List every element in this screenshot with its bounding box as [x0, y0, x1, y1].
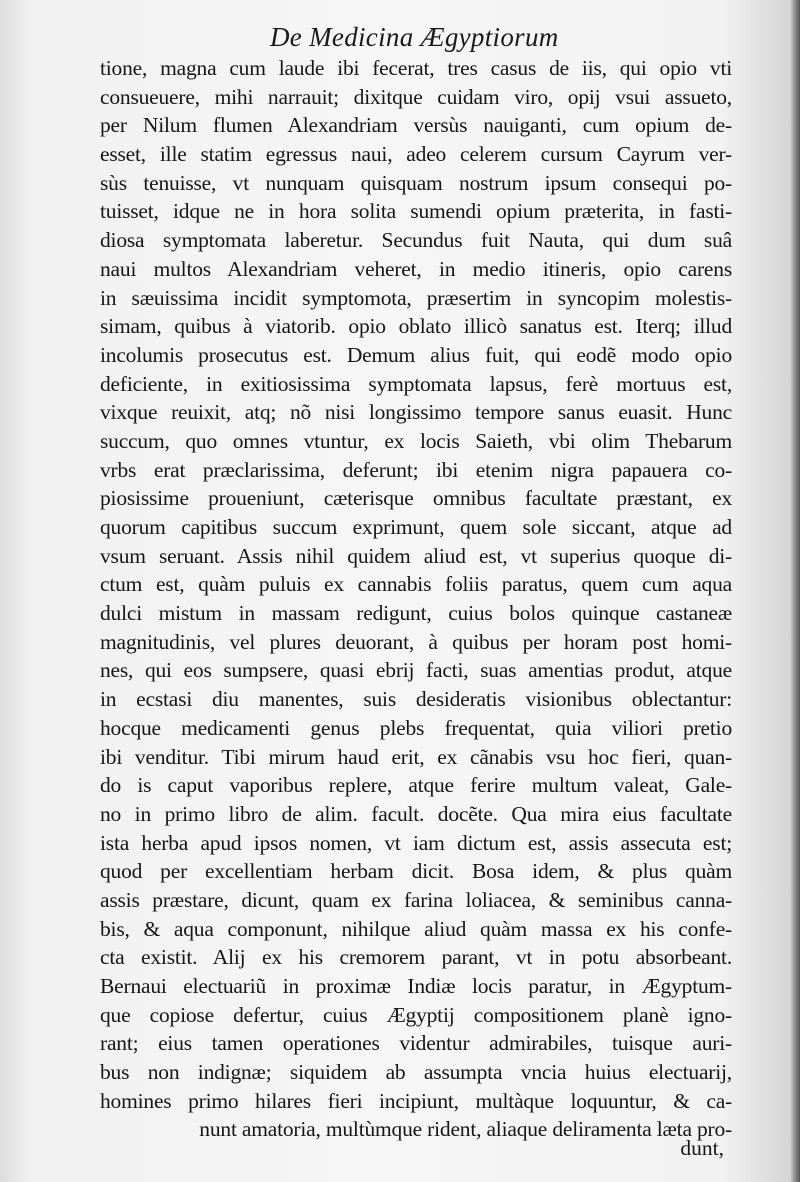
text-line: dulci mistum in massam redigunt, cuius bolos quinque castaneæ [100, 601, 732, 626]
text-line: sùs tenuisse, vt nunquam quisquam nostrum ipsum consequi po- [100, 170, 732, 195]
text-line: succum, quo omnes vtuntur, ex locis Saieth, vbi olim Thebarum [100, 428, 732, 453]
body-text [100, 54, 732, 1144]
text-line: rant; eius tamen operationes videntur admirabiles, tuisque auri- [100, 1031, 732, 1056]
running-head: De Medicina Ægyptiorum [270, 22, 559, 52]
text-line: ctum est, quàm puluis ex cannabis foliis paratus, quem cum aqua [100, 572, 732, 597]
text-line: in sæuissima incidit symptomota, præsertim in syncopim molestis- [100, 285, 732, 310]
text-line: magnitudinis, vel plures deuorant, à quibus per horam post homi- [100, 629, 732, 654]
text-line: esset, ille statim egressus naui, adeo celerem cursum Cayrum ver- [100, 142, 732, 167]
text-line: diosa symptomata laberetur. Secundus fuit Nauta, qui dum suâ [100, 228, 732, 253]
text-line: piosissime proueniunt, cæterisque omnibus facultate præstant, ex [100, 486, 732, 511]
text-line: tione, magna cum laude ibi fecerat, tres casus de iis, qui opio vti [100, 56, 732, 80]
text-line: in ecstasi diu manentes, suis desideratis visionibus oblectantur: [100, 687, 732, 712]
text-line: cta existit. Alij ex his cremorem parant, vt in potu absorbeant. [100, 945, 732, 970]
text-line: incolumis prosecutus est. Demum alius fuit, qui eodẽ modo opio [100, 342, 732, 367]
text-line: Bernaui electuariũ in proximæ Indiæ locis paratur, in Ægyptum- [100, 974, 732, 998]
text-line: tuisset, idque ne in hora solita sumendi opium præterita, in fasti- [100, 199, 732, 224]
text-line: simam, quibus à viatorib. opio oblato illicò sanatus est. Iterq; illud [100, 314, 732, 339]
text-line: ista herba apud ipsos nomen, vt iam dictum est, assis assecuta est; [100, 830, 732, 855]
catchword: dunt, [680, 1136, 724, 1160]
text-line: ibi venditur. Tibi mirum haud erit, ex cãnabis vsu hoc fieri, quan- [100, 744, 732, 769]
text-line: no in primo libro de alim. facult. docẽte. Qua mira eius facultate [100, 801, 732, 826]
page-edge-shadow [790, 0, 800, 1182]
text-line: quod per excellentiam herbam dicit. Bosa idem, & plus quàm [100, 859, 732, 884]
text-line: do is caput vaporibus replere, atque ferire multum valeat, Gale- [100, 773, 732, 798]
text-line: vsum seruant. Assis nihil quidem aliud est, vt superius quoque di- [100, 543, 732, 568]
text-line: homines primo hilares fieri incipiunt, multàque loquuntur, & ca- [100, 1088, 732, 1113]
text-line: nunt amatoria, multùmque rident, aliaque deliramenta læta pro- [199, 1117, 732, 1142]
text-line: quorum capitibus succum exprimunt, quem sole siccant, atque ad [100, 515, 732, 539]
text-line: consueuere, mihi narrauit; dixitque cuidam viro, opij vsui assueto, [100, 84, 732, 109]
text-line: per Nilum flumen Alexandriam versùs nauiganti, cum opium de- [100, 113, 732, 138]
text-line: vixque reuixit, atq; nõ nisi longissimo tempore sanus euasit. Hunc [100, 400, 732, 425]
text-line: bis, & aqua componunt, nihilque aliud quàm massa ex his confe- [100, 916, 732, 941]
text-line: nes, qui eos sumpsere, quasi ebrij facti, suas amentias produt, atque [100, 658, 732, 683]
text-line: hocque medicamenti genus plebs frequentat, quia viliori pretio [100, 715, 732, 740]
text-line: bus non indignæ; siquidem ab assumpta vncia huius electuarij, [100, 1060, 732, 1085]
text-line: deficiente, in exitiosissima symptomata lapsus, ferè mortuus est, [100, 371, 732, 396]
text-line: naui multos Alexandriam veheret, in medio itineris, opio carens [100, 256, 732, 281]
text-line: assis præstare, dicunt, quam ex farina loliacea, & seminibus canna- [100, 887, 732, 912]
text-line: que copiose defertur, cuius Ægyptij compositionem planè igno- [100, 1002, 732, 1027]
text-line: vrbs erat præclarissima, deferunt; ibi etenim nigra papauera co- [100, 457, 732, 482]
